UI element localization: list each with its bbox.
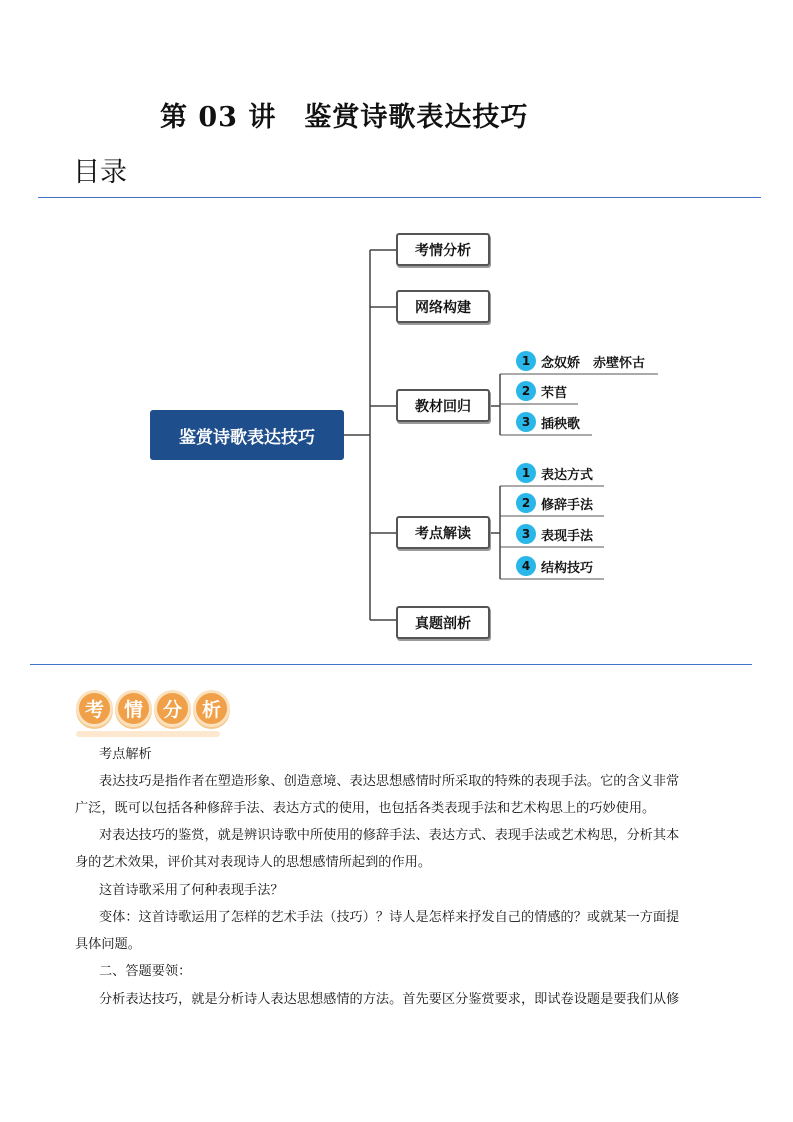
banner-char: 析 — [193, 690, 230, 727]
paragraph: 具体问题。 — [75, 937, 141, 952]
mindmap-node-network[interactable]: 网络构建 — [396, 290, 490, 323]
mindmap-leaf[interactable] — [516, 380, 567, 402]
paragraph: 身的艺术效果，评价其对表现诗人的思想感情所起到的作用。 — [75, 855, 432, 870]
banner-char: 情 — [115, 690, 152, 727]
number-badge: 1 — [516, 463, 536, 483]
mindmap-node-textbook[interactable]: 教材回归 — [396, 389, 490, 422]
mindmap-leaf[interactable] — [516, 411, 580, 433]
banner-char: 考 — [76, 690, 113, 727]
page-title: 第 03 讲 鉴赏诗歌表达技巧 — [160, 102, 529, 133]
mindmap-node-real-questions[interactable]: 真题剖析 — [396, 606, 490, 639]
mindmap-leaf[interactable] — [516, 492, 593, 514]
banner-underlay — [76, 731, 220, 737]
leaf-label: 表现手法 — [541, 528, 594, 544]
mindmap-leaf[interactable] — [516, 523, 593, 545]
number-badge: 4 — [516, 556, 536, 576]
mindmap-leaf[interactable] — [516, 555, 593, 577]
paragraph: 对表达技巧的鉴赏，就是辨识诗歌中所使用的修辞手法、表达方式、表现手法或艺术构思，分析其本 — [99, 828, 680, 843]
leaf-label: 插秧歌 — [541, 416, 581, 432]
paragraph: 考点解析 — [99, 747, 152, 762]
section-banner — [76, 690, 230, 727]
paragraph: 表达技巧是指作者在塑造形象、创造意境、表达思想感情时所采取的特殊的表现手法。它的含义非常 — [99, 774, 680, 789]
leaf-label: 念奴娇 赤壁怀古 — [541, 355, 646, 371]
bottom-divider — [30, 664, 752, 665]
paragraph: 广泛，既可以包括各种修辞手法、表达方式的使用，也包括各类表现手法和艺术构思上的巧妙使用。 — [75, 801, 656, 816]
paragraph: 二、答题要领： — [99, 964, 192, 979]
number-badge: 3 — [516, 412, 536, 432]
leaf-label: 修辞手法 — [541, 497, 594, 513]
mindmap-leaf[interactable] — [516, 350, 645, 372]
number-badge: 2 — [516, 493, 536, 513]
paragraph: 分析表达技巧，就是分析诗人表达思想感情的方法。首先要区分鉴赏要求，即试卷设题是要我们从修 — [99, 992, 680, 1007]
mindmap-node-key-points[interactable]: 考点解读 — [396, 516, 490, 549]
number-badge: 3 — [516, 524, 536, 544]
leaf-label: 芣苢 — [541, 385, 568, 401]
paragraph: 这首诗歌采用了何种表现手法？ — [99, 883, 284, 898]
mindmap-leaf[interactable] — [516, 462, 593, 484]
toc-heading: 目录 — [73, 157, 127, 188]
leaf-label: 结构技巧 — [541, 560, 594, 576]
number-badge: 1 — [516, 351, 536, 371]
mindmap-root: 鉴赏诗歌表达技巧 — [150, 410, 344, 460]
number-badge: 2 — [516, 381, 536, 401]
leaf-label: 表达方式 — [541, 467, 594, 483]
paragraph: 变体：这首诗歌运用了怎样的艺术手法（技巧）？诗人是怎样来抒发自己的情感的？或就某一方面提 — [99, 910, 680, 925]
banner-char: 分 — [154, 690, 191, 727]
mindmap-node-exam-analysis[interactable]: 考情分析 — [396, 233, 490, 266]
